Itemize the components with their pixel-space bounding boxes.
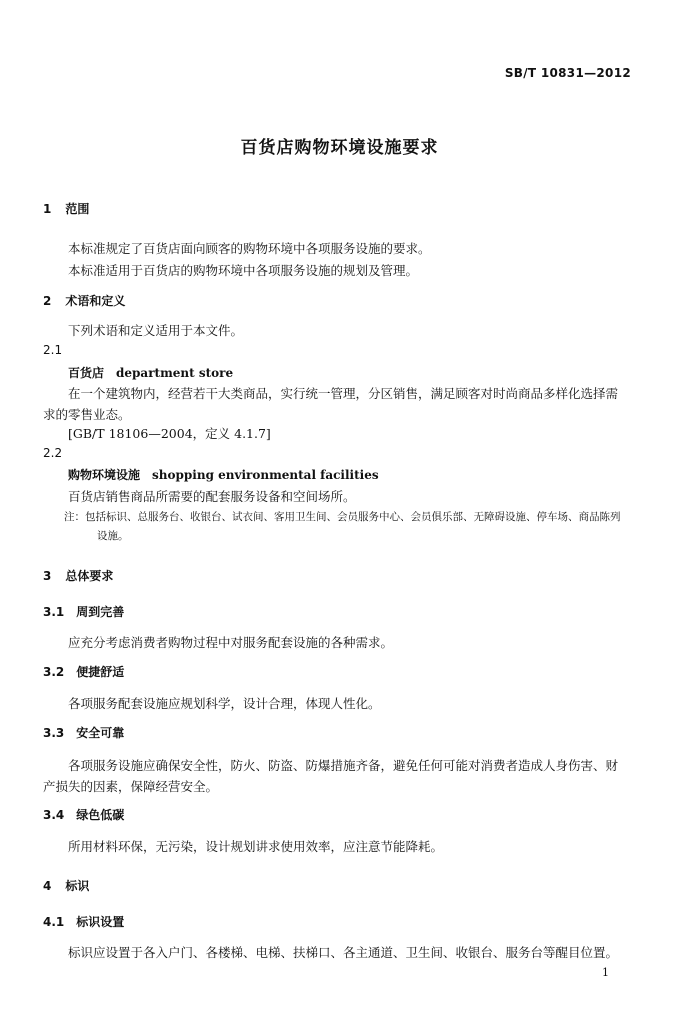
section-3-heading (43, 567, 113, 584)
paragraph-line: 产损失的因素，保障经营安全。 (43, 779, 219, 794)
term-chinese: 百货店 (68, 366, 105, 380)
section-1-heading (43, 200, 89, 217)
section-title: 术语和定义 (65, 294, 126, 308)
subsection-3-4-heading (43, 806, 124, 823)
term-heading (68, 364, 233, 381)
page-number: 1 (602, 966, 609, 979)
term-english: shopping environmental facilities (152, 468, 379, 482)
paragraph: 各项服务配套设施应规划科学，设计合理，体现人性化。 (68, 696, 381, 711)
subsection-3-3-heading (43, 724, 124, 741)
subsection-title: 绿色低碳 (76, 808, 125, 822)
paragraph: 本标准规定了百货店面向顾客的购物环境中各项服务设施的要求。 (68, 241, 431, 256)
subsection-3-2-heading (43, 663, 124, 680)
section-number: 2 (43, 294, 52, 308)
paragraph: 本标准适用于百货店的购物环境中各项服务设施的规划及管理。 (68, 263, 419, 278)
section-2-heading (43, 292, 125, 309)
paragraph-line: 各项服务设施应确保安全性，防火、防盗、防爆措施齐备，避免任何可能对消费者造成人身伤害、财 (68, 758, 619, 773)
subsection-title: 标识设置 (76, 915, 125, 929)
section-number: 3 (43, 569, 52, 583)
subsection-4-1-heading (43, 913, 124, 930)
section-number: 4 (43, 879, 52, 893)
subsection-title: 周到完善 (76, 605, 125, 619)
paragraph: 所用材料环保，无污染，设计规划讲求使用效率，应注意节能降耗。 (68, 839, 444, 854)
subsection-number: 3.1 (43, 605, 65, 619)
subsection-number: 3.3 (43, 726, 65, 740)
definition-line: 百货店销售商品所需要的配套服务设备和空间场所。 (68, 489, 356, 504)
section-title: 总体要求 (65, 569, 114, 583)
subsection-title: 便捷舒适 (76, 665, 125, 679)
term-english: department store (116, 366, 234, 380)
term-number: 2.2 (43, 446, 63, 460)
subsection-3-1-heading (43, 603, 124, 620)
definition-line: 求的零售业态。 (43, 407, 131, 422)
section-number: 1 (43, 202, 52, 216)
paragraph: 应充分考虑消费者购物过程中对服务配套设施的各种需求。 (68, 635, 394, 650)
standard-number: SB/T 10831—2012 (504, 66, 631, 80)
document-title: 百货店购物环境设施要求 (240, 138, 439, 158)
subsection-title: 安全可靠 (76, 726, 125, 740)
section-4-heading (43, 877, 89, 894)
term-heading (68, 466, 379, 483)
section-title: 标识 (65, 879, 90, 893)
term-chinese: 购物环境设施 (68, 468, 141, 482)
section-title: 范围 (65, 202, 90, 216)
subsection-number: 4.1 (43, 915, 65, 929)
subsection-number: 3.4 (43, 808, 65, 822)
paragraph: 标识应设置于各入户门、各楼梯、电梯、扶梯口、各主通道、卫生间、收银台、服务台等醒目位置。 (68, 945, 619, 960)
subsection-number: 3.2 (43, 665, 65, 679)
note-line: 注：包括标识、总服务台、收银台、试衣间、客用卫生间、会员服务中心、会员俱乐部、无障碍设施、停车场、商品陈列 (64, 511, 621, 523)
term-number: 2.1 (43, 343, 63, 357)
reference: [GB/T 18106—2004，定义 4.1.7] (68, 426, 271, 441)
paragraph: 下列术语和定义适用于本文件。 (68, 323, 244, 338)
note-line: 设施。 (97, 530, 129, 542)
definition-line: 在一个建筑物内，经营若干大类商品，实行统一管理，分区销售，满足顾客对时尚商品多样化选择需 (68, 386, 619, 401)
